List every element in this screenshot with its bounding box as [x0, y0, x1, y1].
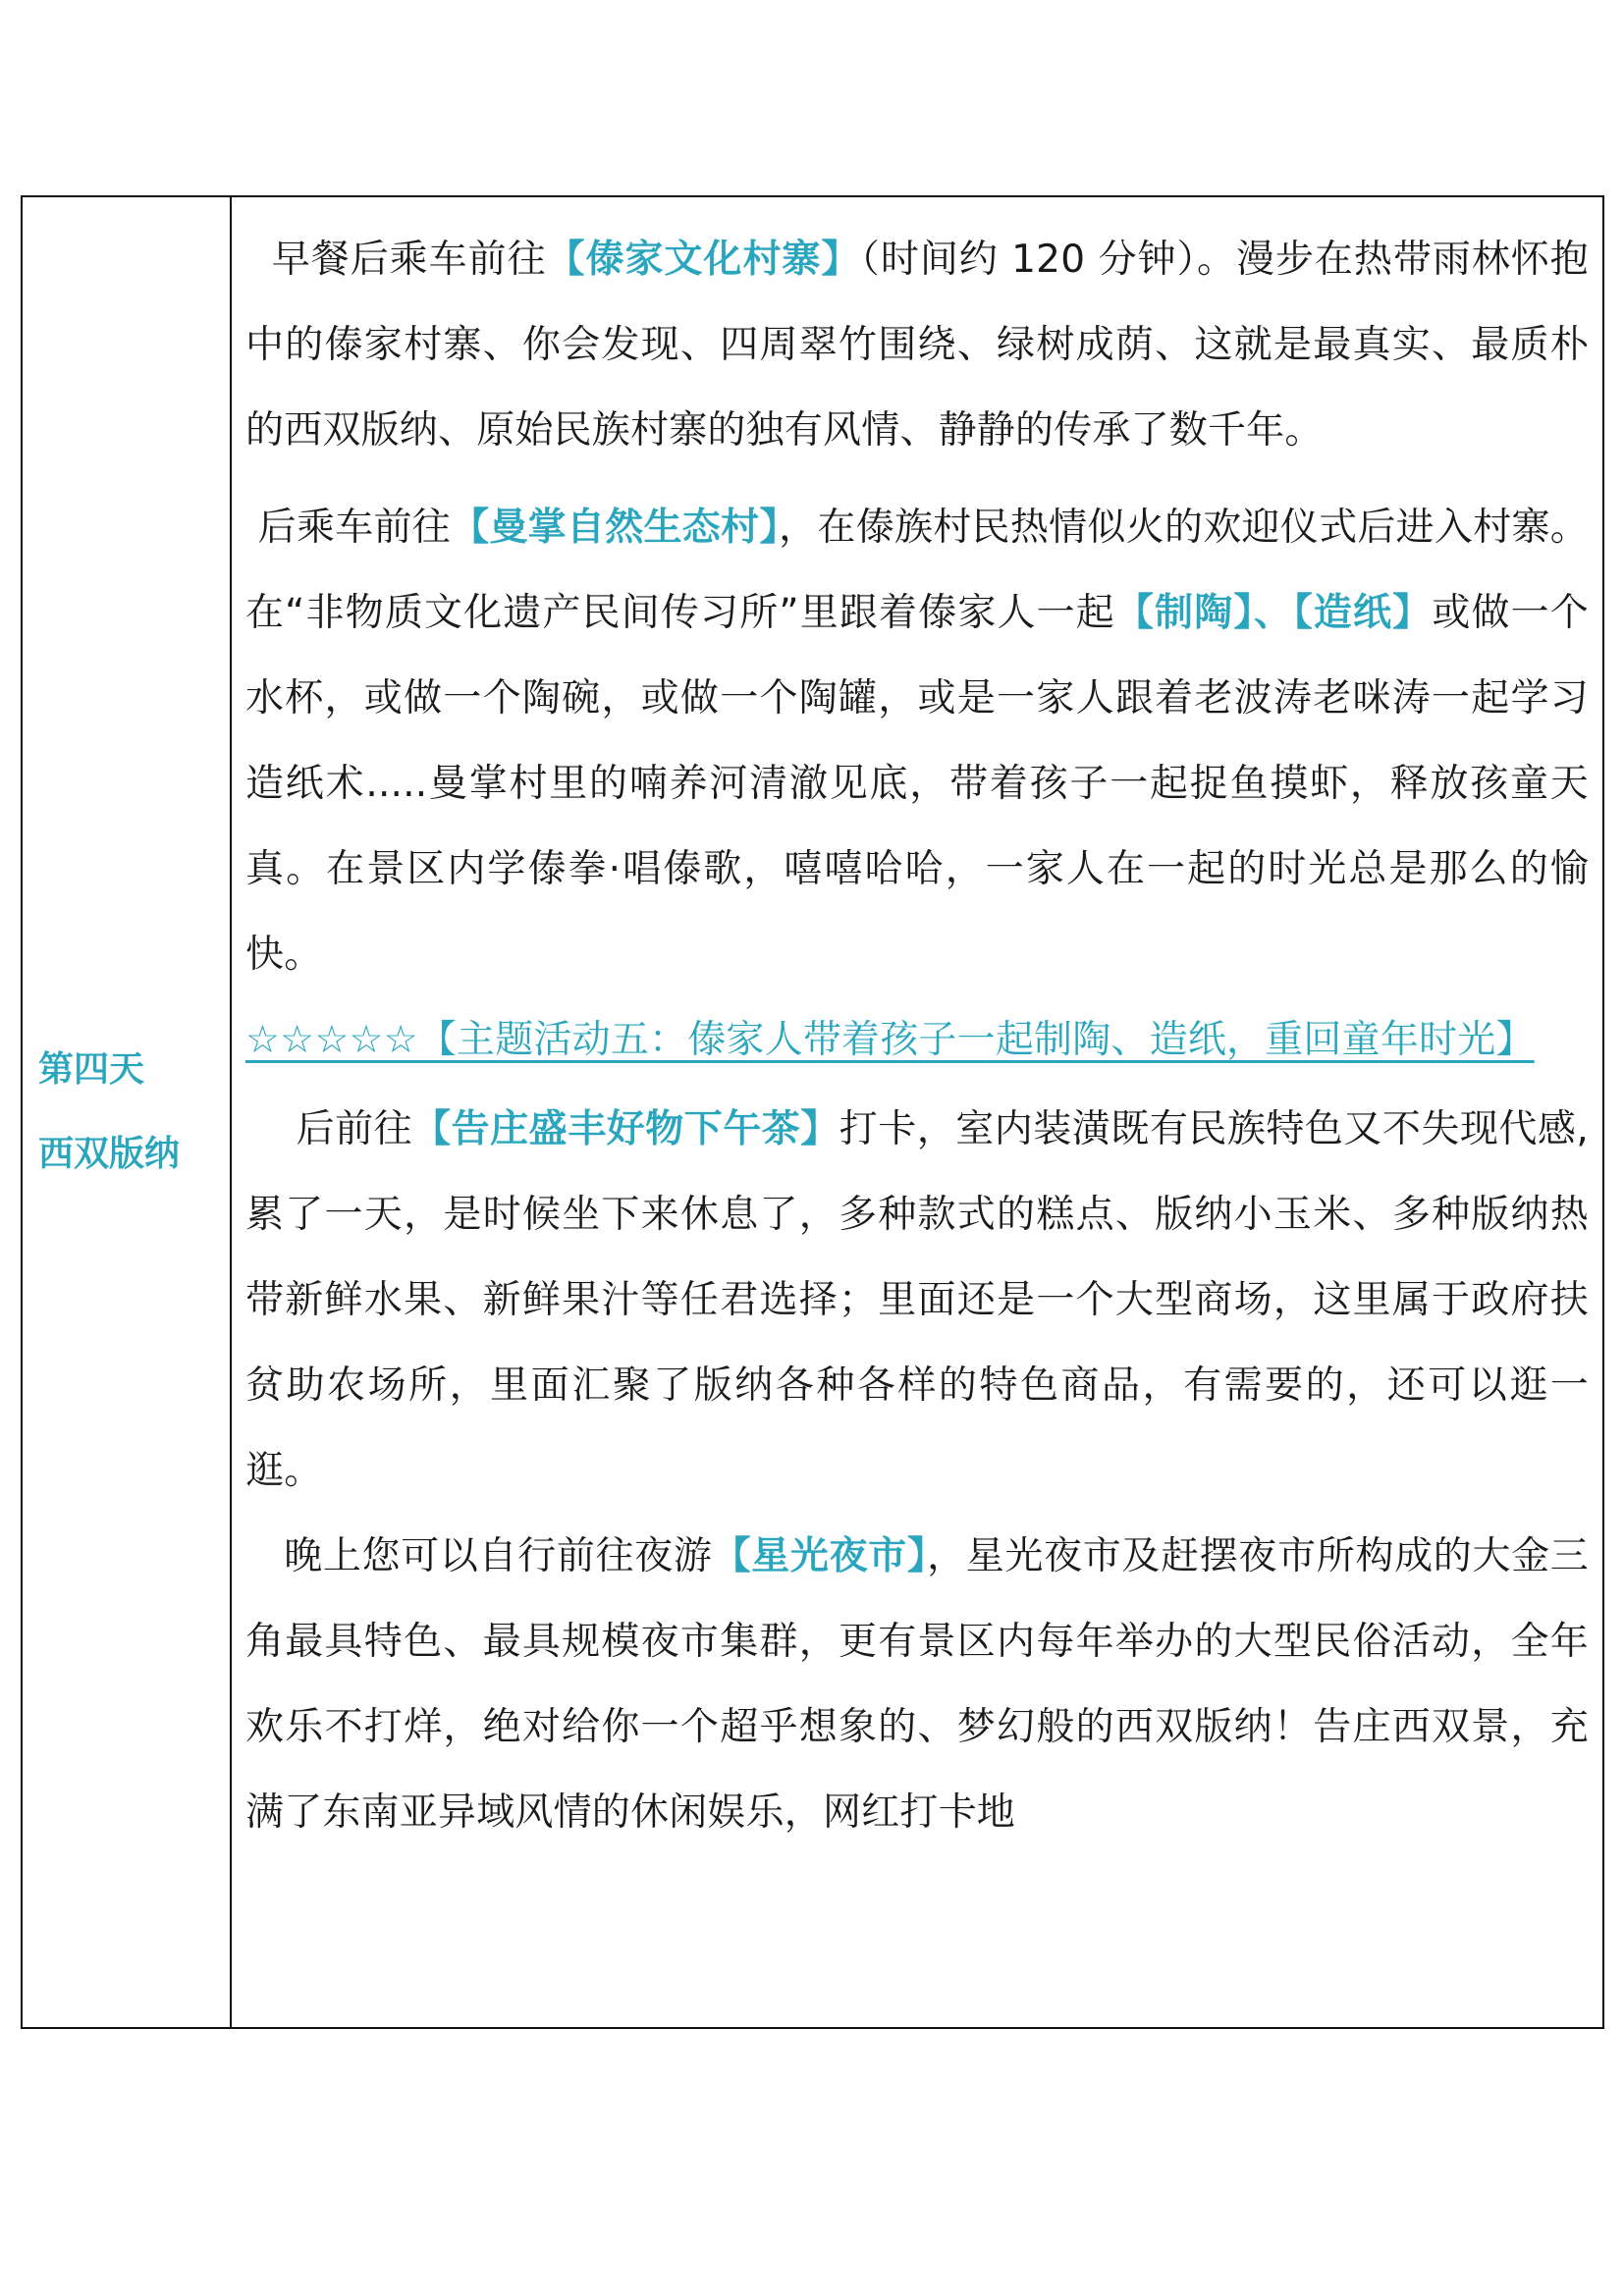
- highlight-night-market: 【星光夜市】: [712, 1534, 928, 1578]
- text: 晚上您可以自行前往夜游: [245, 1534, 713, 1578]
- text: 打卡，室内装潢既有民族特色又不失现代感,累了一天，是时候坐下来休息了，多种款式的糕点、版纳小玉米、多种版纳热带新鲜水果、新鲜果汁等任君选择；里面还是一个大型商场，这里属于政府扶贫助农场所，里面汇聚了版纳各种各样的特色商品，有需要的，还可以逛一逛。: [245, 1107, 1589, 1493]
- highlight-pottery-paper: 【制陶】、【造纸】: [1114, 591, 1433, 635]
- theme-activity-link[interactable]: ☆☆☆☆☆【主题活动五：傣家人带着孩子一起制陶、造纸，重回童年时光】: [245, 1018, 1535, 1062]
- text: ，星光夜市及赶摆夜市所构成的大金三角最具特色、最具规模夜市集群，更有景区内每年举办的大型民俗活动，全年欢乐不打烊，绝对给你一个超乎想象的、梦幻般的西双版纳！告庄西双景，充满了东南亚异域风情的休闲娱乐，网红打卡地: [245, 1534, 1589, 1835]
- paragraph-night-market: [245, 1514, 1589, 1855]
- day-cell: [23, 197, 232, 2027]
- paragraph-afternoon-tea: [245, 1087, 1589, 1514]
- day-number: 第四天: [38, 1049, 145, 1090]
- highlight-manzhang-village: 【曼掌自然生态村】: [451, 506, 780, 550]
- text: （时间约 120 分钟）。漫步在热带雨林怀抱中的傣家村寨、你会发现、四周翠竹围绕、绿树成荫、这就是最真实、最质朴的西双版纳、原始民族村寨的独有风情、静静的传承了数千年。: [245, 238, 1589, 453]
- paragraph-manzhang: [245, 485, 1589, 997]
- text: 后乘车前往: [245, 506, 452, 550]
- paragraph-village: [245, 217, 1589, 473]
- day-location: 西双版纳: [38, 1134, 181, 1174]
- text: 后前往: [245, 1107, 413, 1151]
- text: ，在傣族村民热情似火的欢迎仪式后进入村寨。在“非物质文化遗产民间传习所”里跟着傣家人一起: [245, 506, 1589, 635]
- highlight-afternoon-tea: 【告庄盛丰好物下午茶】: [412, 1107, 839, 1151]
- highlight-dai-village: 【傣家文化村寨】: [546, 238, 861, 282]
- itinerary-table: [21, 195, 1604, 2029]
- text: 或做一个水杯，或做一个陶碗，或做一个陶罐，或是一家人跟着老波涛老咪涛一起学习造纸术.....曼掌村里的喃养河清澈见底，带着孩子一起捉鱼摸虾，释放孩童天真。在景区内学傣拳·唱傣歌，嘻嘻哈哈，一家人在一起的时光总是那么的愉快。: [245, 591, 1589, 977]
- content-cell: [232, 197, 1602, 2027]
- text: 早餐后乘车前往: [245, 238, 547, 282]
